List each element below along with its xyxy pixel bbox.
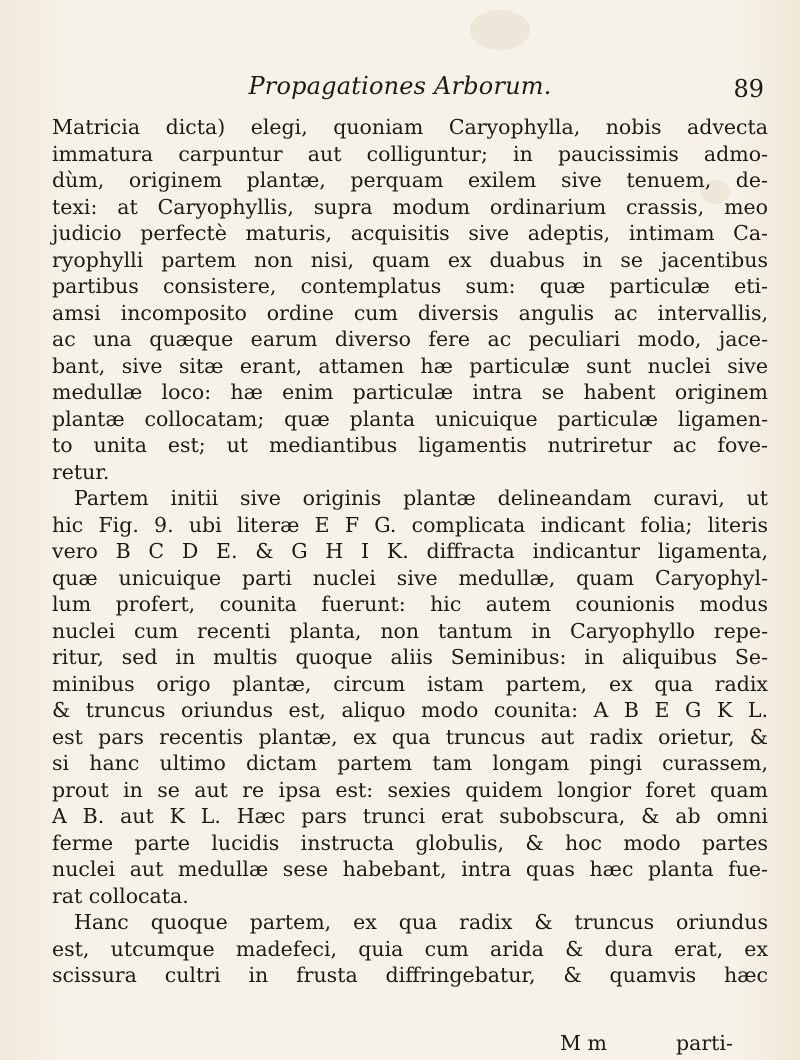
text-line: quæ unicuique parti nuclei sive medullæ, quam Caryophyl- bbox=[52, 565, 768, 590]
text-line: ryophylli partem non nisi, quam ex duabus in se jacentibus bbox=[52, 247, 768, 272]
text-line: ac una quæque earum diverso fere ac peculiari modo, jace- bbox=[52, 327, 768, 351]
paper-stain bbox=[470, 10, 530, 50]
text-line: & truncus oriundus est, aliquo modo counita: A B E G K L. bbox=[52, 698, 768, 722]
text-line: lum profert, counita fuerunt: hic autem counionis modus bbox=[52, 592, 768, 616]
text-line: to unita est; ut mediantibus ligamentis nutriretur ac fove- bbox=[52, 433, 768, 457]
text-line: texi: at Caryophyllis, supra modum ordinarium crassis, meo bbox=[52, 194, 768, 219]
signature-mark: M m bbox=[560, 1031, 607, 1055]
text-line: partibus consistere, contemplatus sum: quæ particulæ eti- bbox=[52, 274, 768, 298]
running-head bbox=[0, 72, 800, 106]
text-line: prout in se aut re ipsa est: sexies quidem longior foret quam bbox=[52, 777, 768, 802]
text-line: scissura cultri in frusta diffringebatur, & quamvis hæc bbox=[52, 963, 768, 987]
text-line: immatura carpuntur aut colliguntur; in paucissimis admo- bbox=[52, 141, 768, 166]
text-line: retur. bbox=[52, 459, 110, 484]
text-line: minibus origo plantæ, circum istam partem, ex qua radix bbox=[52, 671, 768, 696]
text-line: est, utcumque madefeci, quia cum arida & dura erat, ex bbox=[52, 936, 768, 961]
text-line: judicio perfectè maturis, acquisitis sive adeptis, intimam Ca- bbox=[52, 221, 768, 245]
text-line: ferme parte lucidis instructa globulis, & hoc modo partes bbox=[52, 830, 768, 855]
text-line: nuclei cum recenti planta, non tantum in Caryophyllo repe- bbox=[52, 618, 768, 643]
page-number: 89 bbox=[733, 75, 764, 103]
text-line: A B. aut K L. Hæc pars trunci erat subobscura, & ab omni bbox=[52, 804, 768, 828]
footer-line bbox=[0, 1031, 800, 1059]
body-text bbox=[52, 114, 768, 989]
text-line: bant, sive sitæ erant, attamen hæ particulæ sunt nuclei sive bbox=[52, 353, 768, 378]
text-line: plantæ collocatam; quæ planta unicuique particulæ ligamen- bbox=[52, 406, 768, 431]
text-line: hic Fig. 9. ubi literæ E F G. complicata indicant folia; literis bbox=[52, 512, 768, 537]
text-line: si hanc ultimo dictam partem tam longam pingi curassem, bbox=[52, 751, 768, 775]
catchword: parti- bbox=[676, 1031, 733, 1055]
text-line: medullæ loco: hæ enim particulæ intra se habent originem bbox=[52, 380, 768, 404]
text-line: ritur, sed in multis quoque aliis Seminibus: in aliquibus Se- bbox=[52, 645, 768, 669]
text-line: nuclei aut medullæ sese habebant, intra quas hæc planta fue- bbox=[52, 857, 768, 881]
text-line: est pars recentis plantæ, ex qua truncus aut radix orietur, & bbox=[52, 724, 768, 749]
text-line: Matricia dicta) elegi, quoniam Caryophylla, nobis advecta bbox=[52, 115, 768, 139]
text-line: dùm, originem plantæ, perquam exilem sive tenuem, de- bbox=[52, 168, 768, 192]
text-line: rat collocata. bbox=[52, 883, 189, 908]
text-line: amsi incomposito ordine cum diversis angulis ac intervallis, bbox=[52, 300, 768, 325]
running-title: Propagationes Arborum. bbox=[248, 72, 552, 100]
paragraph-start-line: Hanc quoque partem, ex qua radix & truncus oriundus bbox=[74, 910, 768, 934]
paragraph-start-line: Partem initii sive originis plantæ delineandam curavi, ut bbox=[74, 486, 768, 510]
text-line: vero B C D E. & G H I K. diffracta indicantur ligamenta, bbox=[52, 539, 768, 563]
